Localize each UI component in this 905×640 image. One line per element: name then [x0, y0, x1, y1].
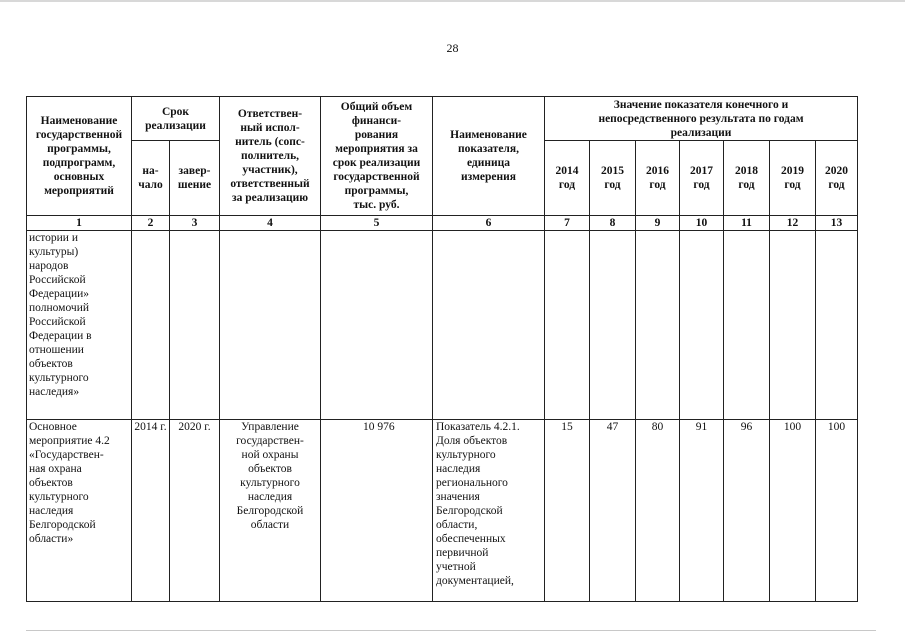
row-value-2014 [545, 231, 590, 420]
column-number: 5 [321, 216, 433, 231]
row-indicator-cell [433, 231, 545, 420]
row-end-cell: 2020 г. [170, 420, 220, 602]
header-year-2018: 2018 год [724, 141, 770, 216]
header-row-1 [27, 97, 858, 141]
column-number: 2 [132, 216, 170, 231]
column-number: 4 [220, 216, 321, 231]
row-value-2017: 91 [680, 420, 724, 602]
header-year-2019: 2019 год [770, 141, 816, 216]
column-number: 6 [433, 216, 545, 231]
column-number: 13 [816, 216, 858, 231]
row-name-cell: Основное мероприятие 4.2 «Государствен- ная охрана объектов культурного наследия Белгородской области» [27, 420, 132, 602]
header-funding: Общий объем финанси- рования мероприятия за срок реализации государственной программы, тыс. руб. [321, 97, 433, 216]
row-value-2020: 100 [816, 420, 858, 602]
column-number: 7 [545, 216, 590, 231]
column-number: 9 [636, 216, 680, 231]
header-year-2020: 2020 год [816, 141, 858, 216]
column-number: 10 [680, 216, 724, 231]
row-start-cell: 2014 г. [132, 420, 170, 602]
column-number: 12 [770, 216, 816, 231]
row-start-cell [132, 231, 170, 420]
row-value-2016: 80 [636, 420, 680, 602]
row-value-2019: 100 [770, 420, 816, 602]
column-number-row [27, 216, 858, 231]
page-number: 28 [446, 41, 459, 55]
header-year-2016: 2016 год [636, 141, 680, 216]
row-name-cell: истории и культуры) народов Российской Федерации» полномочий Российской Федерации в отношении объектов культурного наследия» [27, 231, 132, 420]
column-number: 11 [724, 216, 770, 231]
row-value-2019 [770, 231, 816, 420]
header-end: завер- шение [170, 141, 220, 216]
header-year-2017: 2017 год [680, 141, 724, 216]
row-value-2018 [724, 231, 770, 420]
column-number: 3 [170, 216, 220, 231]
row-responsible-cell [220, 231, 321, 420]
scan-top-edge [0, 0, 905, 2]
row-value-2018: 96 [724, 420, 770, 602]
row-value-2015: 47 [590, 420, 636, 602]
row-value-2016 [636, 231, 680, 420]
column-number: 8 [590, 216, 636, 231]
row-value-2017 [680, 231, 724, 420]
header-name: Наименование государственной программы, подпрограмм, основных мероприятий [27, 97, 132, 216]
row-indicator-cell: Показатель 4.2.1. Доля объектов культурного наследия регионального значения Белгородской области, обеспеченных первичной учетной документацией, [433, 420, 545, 602]
scan-bottom-edge [26, 630, 876, 631]
row-funding-cell [321, 231, 433, 420]
table-row [27, 231, 858, 420]
row-value-2014: 15 [545, 420, 590, 602]
header-term: Срок реализации [132, 97, 220, 141]
header-responsible: Ответствен- ный испол- нитель (сопс- полнитель, участник), ответственный за реализацию [220, 97, 321, 216]
header-indicator: Наименование показателя, единица измерения [433, 97, 545, 216]
header-year-2015: 2015 год [590, 141, 636, 216]
row-funding-cell: 10 976 [321, 420, 433, 602]
row-value-2015 [590, 231, 636, 420]
header-start: на- чало [132, 141, 170, 216]
row-value-2020 [816, 231, 858, 420]
row-end-cell [170, 231, 220, 420]
table-row [27, 420, 858, 602]
header-values: Значение показателя конечного и непосредственного результата по годам реализации [545, 97, 858, 141]
program-table [26, 96, 858, 602]
row-responsible-cell: Управление государствен- ной охраны объектов культурного наследия Белгородской области [220, 420, 321, 602]
column-number: 1 [27, 216, 132, 231]
header-year-2014: 2014 год [545, 141, 590, 216]
